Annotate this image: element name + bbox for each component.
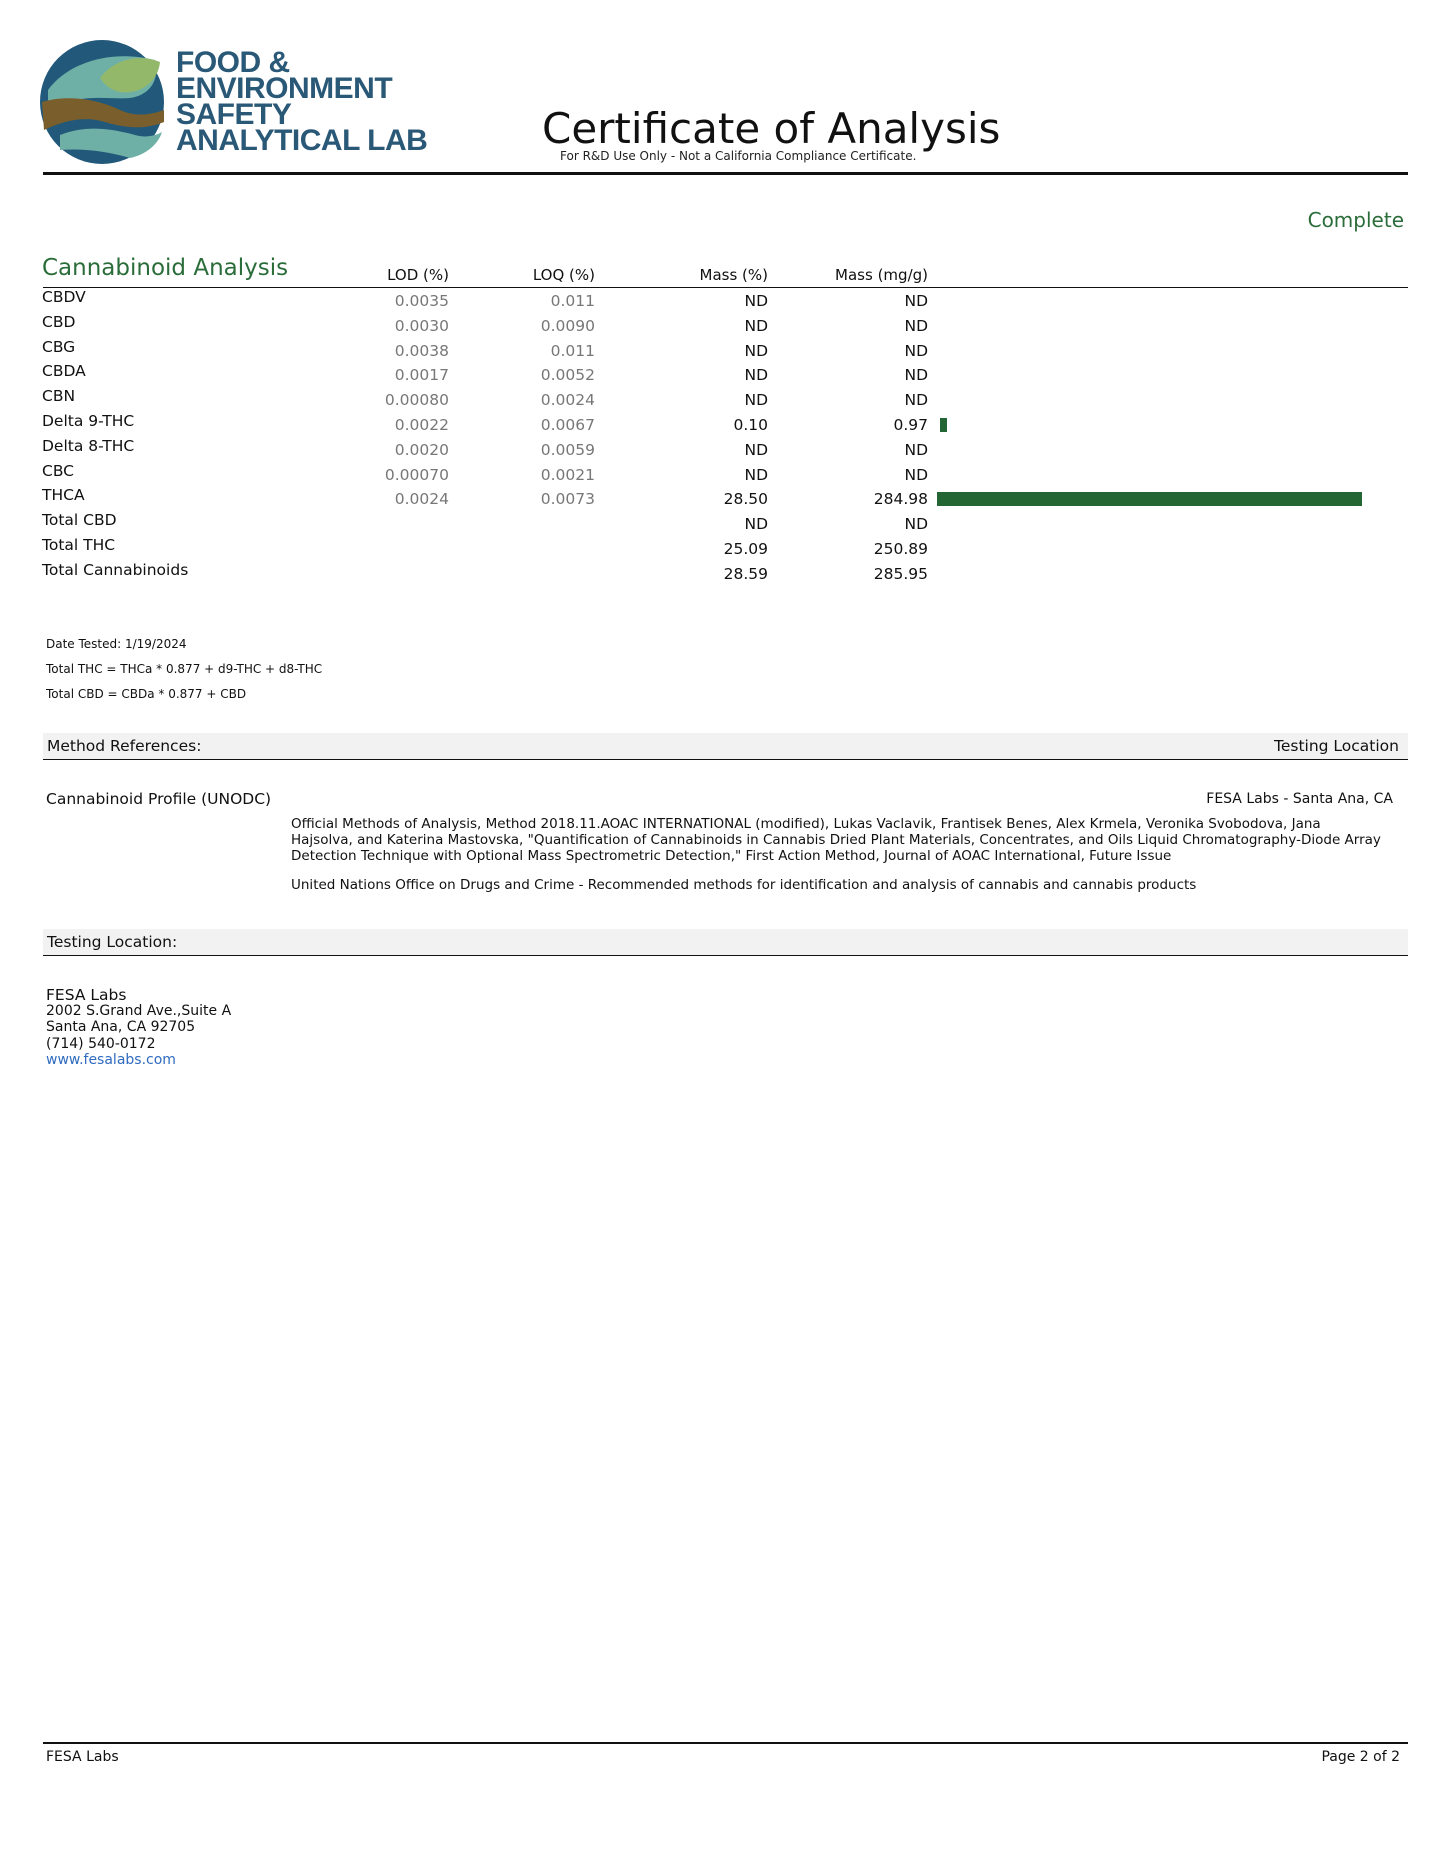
logo-line: ENVIRONMENT <box>176 72 393 105</box>
mass-mg-value: 284.98 <box>873 490 928 509</box>
testing-location-header <box>43 929 1408 956</box>
method-name: Cannabinoid Profile (UNODC) <box>46 790 272 808</box>
table-row <box>0 486 1445 511</box>
lod-value: 0.0038 <box>394 341 449 360</box>
footer-divider <box>43 1742 1408 1744</box>
table-row <box>0 387 1445 412</box>
lod-value: 0.00080 <box>384 391 449 410</box>
lod-value: 0.0017 <box>394 366 449 385</box>
loq-value: 0.0059 <box>540 440 595 459</box>
page-number: Page 2 of 2 <box>1321 1749 1400 1765</box>
mass-percent-value: 0.10 <box>733 415 768 434</box>
mass-mg-value: ND <box>904 391 928 410</box>
analyte-name: CBN <box>42 387 76 406</box>
loq-value: 0.0021 <box>540 465 595 484</box>
logo-line: FOOD & <box>176 46 290 79</box>
total-thc-formula-note: Total THC = THCa * 0.877 + d9-THC + d8-THC <box>46 662 323 676</box>
mass-bar <box>937 492 1362 506</box>
loq-value: 0.0073 <box>540 490 595 509</box>
table-row <box>0 561 1445 586</box>
header-divider <box>43 172 1408 175</box>
lod-value: 0.00070 <box>384 465 449 484</box>
testing-location-heading: Testing Location: <box>47 933 178 951</box>
column-header-mass-mg: Mass (mg/g) <box>835 266 928 284</box>
status-label: Complete <box>1307 208 1404 232</box>
date-tested-note: Date Tested: 1/19/2024 <box>46 637 187 651</box>
mass-percent-value: ND <box>744 341 768 360</box>
lod-value: 0.0035 <box>394 292 449 310</box>
table-row <box>0 437 1445 462</box>
analyte-name: Total THC <box>42 535 116 554</box>
lod-value: 0.0030 <box>394 316 449 335</box>
analyte-name: CBD <box>42 312 76 331</box>
mass-percent-value: ND <box>744 316 768 335</box>
lab-name: FESA Labs <box>46 986 127 1004</box>
table-row <box>0 313 1445 338</box>
method-reference-unodc: United Nations Office on Drugs and Crime - Recommended methods for identification and analysis of cannabis and cannabis products <box>291 877 1197 893</box>
analyte-name: CBC <box>42 461 75 480</box>
mass-percent-value: 25.09 <box>723 539 768 558</box>
table-row <box>0 362 1445 387</box>
logo-line: ANALYTICAL LAB <box>176 124 428 157</box>
method-references-header <box>43 733 1408 760</box>
testing-location-address <box>46 987 231 1068</box>
table-row <box>0 288 1445 313</box>
logo-line: SAFETY <box>176 98 292 131</box>
mass-mg-value: ND <box>904 292 928 310</box>
analyte-name: Total Cannabinoids <box>42 560 189 579</box>
mass-percent-value: ND <box>744 366 768 385</box>
loq-value: 0.0090 <box>540 316 595 335</box>
logo-wordmark <box>176 46 428 157</box>
table-row <box>0 462 1445 487</box>
table-row <box>0 338 1445 363</box>
total-cbd-formula-note: Total CBD = CBDa * 0.877 + CBD <box>46 687 247 701</box>
mass-mg-value: ND <box>904 341 928 360</box>
document-title: Certificate of Analysis <box>542 104 1001 153</box>
analyte-name: Delta 9-THC <box>42 411 135 430</box>
website-link[interactable]: www.fesalabs.com <box>46 1051 176 1068</box>
address-line-1: 2002 S.Grand Ave.,Suite A <box>46 1003 232 1020</box>
mass-mg-value: ND <box>904 440 928 459</box>
mass-mg-value: ND <box>904 316 928 335</box>
analyte-name: CBDV <box>42 288 86 306</box>
table-row <box>0 412 1445 437</box>
mass-bar <box>940 418 947 432</box>
address-line-2: Santa Ana, CA 92705 <box>46 1019 196 1036</box>
mass-percent-value: ND <box>744 391 768 410</box>
mass-mg-value: ND <box>904 366 928 385</box>
method-location: FESA Labs - Santa Ana, CA <box>1206 791 1393 807</box>
cannabinoid-table-body <box>0 288 1445 586</box>
mass-percent-value: ND <box>744 515 768 534</box>
section-title: Cannabinoid Analysis <box>42 255 289 281</box>
mass-mg-value: 0.97 <box>893 415 928 434</box>
column-header-mass-pct: Mass (%) <box>699 266 768 284</box>
mass-percent-value: 28.59 <box>723 564 768 583</box>
loq-value: 0.011 <box>550 341 595 360</box>
table-row <box>0 511 1445 536</box>
loq-value: 0.0067 <box>540 415 595 434</box>
lod-value: 0.0022 <box>394 415 449 434</box>
footer-lab-name: FESA Labs <box>46 1749 119 1765</box>
analyte-name: Delta 8-THC <box>42 436 135 455</box>
mass-percent-value: ND <box>744 465 768 484</box>
column-header-lod: LOD (%) <box>387 266 449 284</box>
loq-value: 0.0052 <box>540 366 595 385</box>
analyte-name: CBDA <box>42 362 86 381</box>
document-subtitle: For R&D Use Only - Not a California Compliance Certificate. <box>560 149 917 163</box>
mass-percent-value: ND <box>744 292 768 310</box>
analyte-name: Total CBD <box>42 511 117 530</box>
mass-mg-value: 285.95 <box>873 564 928 583</box>
phone-number: (714) 540-0172 <box>46 1035 156 1052</box>
method-reference-aoac: Official Methods of Analysis, Method 2018.11.AOAC INTERNATIONAL (modified), Lukas Vaclavik, Frantisek Benes, Alex Krmela, Veronika Svobodova, Jana Hajsolva, and Katerina Mastovska, "Quantification of Cannabinoids in Cannabis Dried Plant Materials, Concentrates, and Oils Liquid Chromatography-Diode Array Detection Technique with Optional Mass Spectrometric Detection," First Action Method, Journal of AOAC International, Future Issue <box>291 816 1381 864</box>
mass-percent-value: 28.50 <box>723 490 768 509</box>
lod-value: 0.0020 <box>394 440 449 459</box>
analyte-name: THCA <box>42 486 85 505</box>
analyte-name: CBG <box>42 337 76 356</box>
mass-mg-value: ND <box>904 465 928 484</box>
mass-mg-value: 250.89 <box>873 539 928 558</box>
column-header-loq: LOQ (%) <box>532 266 595 284</box>
mass-percent-value: ND <box>744 440 768 459</box>
loq-value: 0.011 <box>550 292 595 310</box>
loq-value: 0.0024 <box>540 391 595 410</box>
testing-location-column-heading: Testing Location <box>1274 737 1399 755</box>
lod-value: 0.0024 <box>394 490 449 509</box>
table-row <box>0 536 1445 561</box>
mass-mg-value: ND <box>904 515 928 534</box>
method-references-heading: Method References: <box>47 737 202 755</box>
